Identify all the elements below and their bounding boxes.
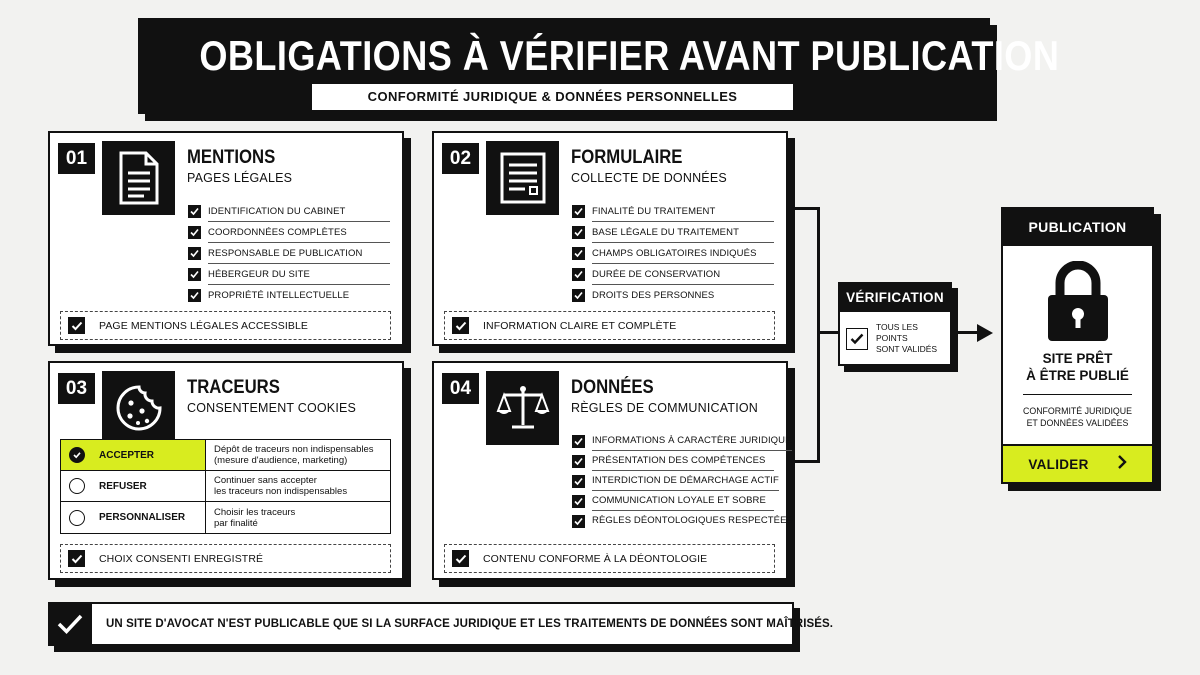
option-description: Dépôt de traceurs non indispensables (mesure d'audience, marketing) xyxy=(214,444,374,466)
panel-summary xyxy=(60,311,391,340)
checkbox-checked-icon[interactable] xyxy=(846,328,868,350)
checklist-item[interactable]: BASE LÉGALE DU TRAITEMENT xyxy=(572,222,774,243)
publication-box xyxy=(1001,207,1154,484)
customize-option[interactable] xyxy=(61,502,206,533)
checklist-item[interactable]: RESPONSABLE DE PUBLICATION xyxy=(188,243,390,264)
checkbox-checked-icon[interactable] xyxy=(188,268,201,281)
validate-button[interactable]: VALIDER xyxy=(1003,444,1152,482)
checklist-item[interactable]: COMMUNICATION LOYALE ET SOBRE xyxy=(572,491,774,511)
checklist-item[interactable]: IDENTIFICATION DU CABINET xyxy=(188,201,390,222)
connector-line xyxy=(817,331,839,334)
header-banner xyxy=(138,18,1060,114)
verification-text: TOUS LES POINTS SONT VALIDÉS xyxy=(876,322,938,354)
page-subtitle: CONFORMITÉ JURIDIQUE & DONNÉES PERSONNELLES xyxy=(312,84,793,110)
summary-label: PAGE MENTIONS LÉGALES ACCESSIBLE xyxy=(99,319,308,332)
accept-option[interactable] xyxy=(61,440,206,470)
checklist-item[interactable]: DURÉE DE CONSERVATION xyxy=(572,264,774,285)
checklist-item[interactable]: HÉBERGEUR DU SITE xyxy=(188,264,390,285)
panel-mentions xyxy=(48,131,404,346)
panel-formulaire xyxy=(432,131,788,346)
checkbox-checked-icon[interactable] xyxy=(572,515,585,528)
panel-title: FORMULAIRE xyxy=(571,147,683,168)
checklist-item[interactable]: PROPRIÉTÉ INTELLECTUELLE xyxy=(188,285,390,306)
connector-line xyxy=(795,460,819,463)
checkbox-checked-icon[interactable] xyxy=(572,495,585,508)
consent-options-table xyxy=(60,439,391,534)
checkbox-checked-icon[interactable] xyxy=(452,317,469,334)
panel-subtitle: CONSENTEMENT COOKIES xyxy=(187,401,357,415)
radio-empty-icon[interactable] xyxy=(69,478,85,494)
consent-option-row[interactable] xyxy=(61,502,390,533)
arrow-right-icon xyxy=(977,324,993,342)
connector-line xyxy=(795,207,819,210)
checklist-item[interactable]: PRÉSENTATION DES COMPÉTENCES xyxy=(572,451,774,471)
checklist-item[interactable]: INTERDICTION DE DÉMARCHAGE ACTIF xyxy=(572,471,774,491)
panel-summary xyxy=(60,544,391,573)
consent-option-row[interactable] xyxy=(61,471,390,502)
panel-subtitle: RÈGLES DE COMMUNICATION xyxy=(571,401,759,415)
checkbox-checked-icon[interactable] xyxy=(188,289,201,302)
option-description: Choisir les traceurs par finalité xyxy=(214,506,296,529)
chevron-right-icon xyxy=(1117,455,1127,473)
footer-note xyxy=(48,602,834,646)
panel-donnees xyxy=(432,361,793,580)
panel-subtitle: PAGES LÉGALES xyxy=(187,171,293,185)
panel-summary xyxy=(444,311,775,340)
checkbox-checked-icon[interactable] xyxy=(188,205,201,218)
scales-icon xyxy=(486,371,559,445)
checkmark-icon xyxy=(48,602,92,646)
checkbox-checked-icon[interactable] xyxy=(188,247,201,260)
checkbox-checked-icon[interactable] xyxy=(572,435,585,448)
panel-number: 04 xyxy=(442,373,479,404)
checkbox-checked-icon[interactable] xyxy=(68,317,85,334)
summary-label: INFORMATION CLAIRE ET COMPLÈTE xyxy=(483,319,677,332)
panel-title: DONNÉES xyxy=(571,377,654,398)
checkbox-checked-icon[interactable] xyxy=(572,226,585,239)
summary-label: CHOIX CONSENTI ENREGISTRÉ xyxy=(99,552,264,565)
page-title: OBLIGATIONS À VÉRIFIER AVANT PUBLICATION xyxy=(199,32,1060,79)
checkbox-checked-icon[interactable] xyxy=(572,455,585,468)
panel-title: MENTIONS xyxy=(187,147,276,168)
checkbox-checked-icon[interactable] xyxy=(68,550,85,567)
form-icon xyxy=(486,141,559,215)
checkbox-checked-icon[interactable] xyxy=(572,268,585,281)
panel-subtitle: COLLECTE DE DONNÉES xyxy=(571,171,727,185)
document-icon xyxy=(102,141,175,215)
consent-option-row[interactable] xyxy=(61,440,390,471)
option-description: Continuer sans accepter les traceurs non indispensables xyxy=(214,475,348,497)
panel-number: 03 xyxy=(58,373,95,404)
publication-conformity: CONFORMITÉ JURIDIQUE ET DONNÉES VALIDÉES xyxy=(1023,406,1132,428)
panel-title: TRACEURS xyxy=(187,377,280,398)
radio-empty-icon[interactable] xyxy=(69,510,85,526)
verification-title: VÉRIFICATION xyxy=(840,284,950,312)
option-label: ACCEPTER xyxy=(99,449,155,461)
checkbox-checked-icon[interactable] xyxy=(188,226,201,239)
publication-title: PUBLICATION xyxy=(1003,209,1152,246)
verification-box xyxy=(838,282,952,366)
panel-number: 01 xyxy=(58,143,95,174)
option-label: REFUSER xyxy=(99,480,147,492)
publication-status: SITE PRÊT À ÊTRE PUBLIÉ xyxy=(1026,351,1129,383)
footer-text: UN SITE D'AVOCAT N'EST PUBLICABLE QUE SI LA SURFACE JURIDIQUE ET LES TRAITEMENTS DE DONNÉES SONT MAÎTRISÉS. xyxy=(106,618,834,630)
checkbox-checked-icon[interactable] xyxy=(572,205,585,218)
checkbox-checked-icon[interactable] xyxy=(572,247,585,260)
lock-icon xyxy=(1044,261,1112,343)
refuse-option[interactable] xyxy=(61,471,206,501)
checklist xyxy=(572,201,774,306)
panel-summary xyxy=(444,544,775,573)
checklist-item[interactable]: RÈGLES DÉONTOLOGIQUES RESPECTÉES xyxy=(572,511,774,531)
checklist-item[interactable]: CHAMPS OBLIGATOIRES INDIQUÉS xyxy=(572,243,774,264)
checklist-item[interactable]: COORDONNÉES COMPLÈTES xyxy=(188,222,390,243)
summary-label: CONTENU CONFORME À LA DÉONTOLOGIE xyxy=(483,552,708,565)
panel-number: 02 xyxy=(442,143,479,174)
connector-line xyxy=(817,207,820,463)
checkbox-checked-icon[interactable] xyxy=(572,289,585,302)
radio-selected-icon[interactable] xyxy=(69,447,85,463)
checkbox-checked-icon[interactable] xyxy=(572,475,585,488)
checklist-item[interactable]: FINALITÉ DU TRAITEMENT xyxy=(572,201,774,222)
panel-traceurs xyxy=(48,361,404,580)
cookie-icon xyxy=(102,371,175,445)
checklist-item[interactable]: INFORMATIONS À CARACTÈRE JURIDIQUE xyxy=(572,431,774,451)
checklist xyxy=(188,201,390,306)
checklist-item[interactable]: DROITS DES PERSONNES xyxy=(572,285,774,306)
checklist xyxy=(572,431,793,531)
option-label: PERSONNALISER xyxy=(99,512,186,523)
divider xyxy=(1023,394,1132,395)
checkbox-checked-icon[interactable] xyxy=(452,550,469,567)
